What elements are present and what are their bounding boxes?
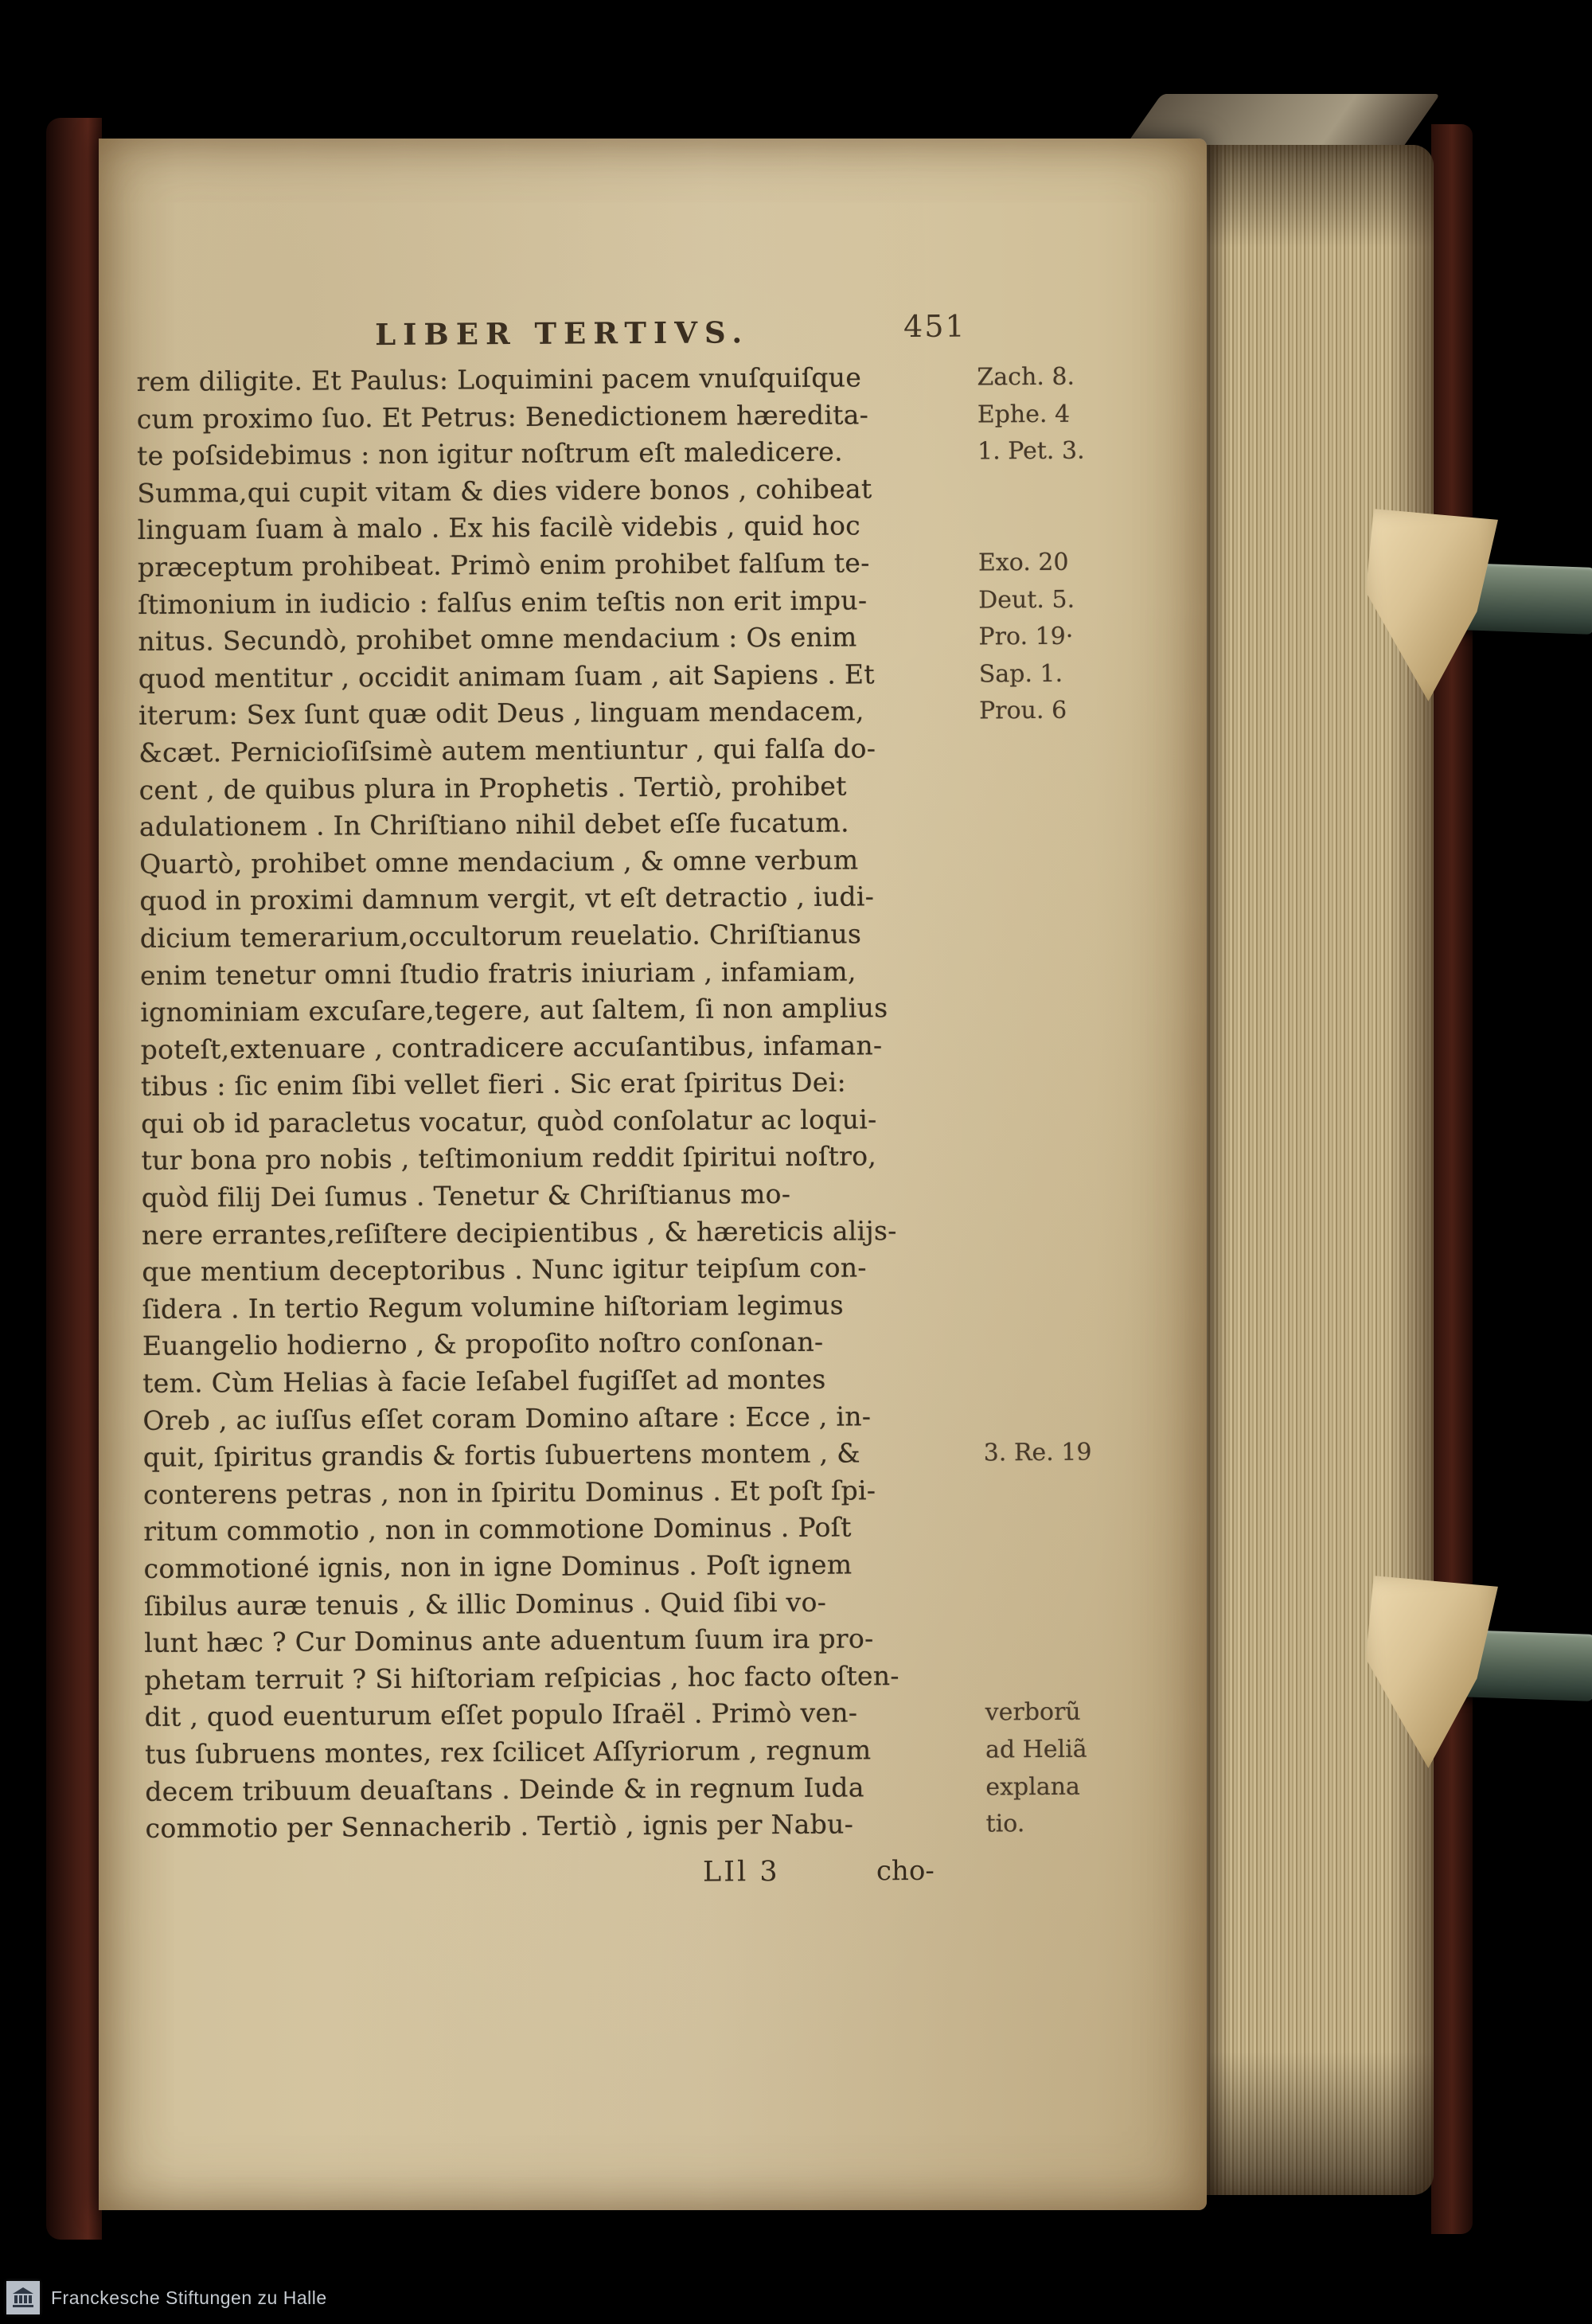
text-line [145, 1769, 1212, 1813]
text-line [138, 582, 1204, 626]
book-cover-left-edge [46, 118, 102, 2240]
text-line [141, 1027, 1208, 1071]
text-line [142, 1324, 1209, 1368]
margin-note: Exo. 20 [977, 548, 1069, 577]
line-text: rem diligite. Et Paulus: Loquimini pacem vnuſquiſque [136, 361, 862, 397]
margin-note: 3. Re. 19 [983, 1438, 1092, 1467]
book-clasp-top [1365, 484, 1592, 731]
line-text: decem tribuum deuaſtans . Deinde & in regnum Iuda [145, 1771, 864, 1807]
text-line [143, 1435, 1210, 1479]
text-line [140, 990, 1207, 1034]
line-text: ritum commotio , non in commotione Dominus . Poſt [143, 1511, 852, 1548]
text-line [142, 1398, 1209, 1442]
text-line [144, 1658, 1211, 1702]
line-text: quit, ſpiritus grandis & fortis ſubuertens montem , & [142, 1437, 860, 1474]
line-text: quod mentitur , occidit animam ſuam , ait Sapiens . Et [138, 658, 876, 694]
book-page [99, 139, 1207, 2210]
line-text: tus ſubruens montes, rex ſcilicet Aſſyriorum , regnum [144, 1734, 872, 1770]
margin-note: Deut. 5. [978, 585, 1075, 615]
margin-note: Zach. 8. [977, 362, 1075, 392]
line-text: nere errantes,reſiſtere decipientibus , & hæreticis alijs- [141, 1214, 897, 1251]
text-line [142, 1213, 1208, 1256]
line-text: Quartò, prohibet omne mendacium , & omne verbum [139, 844, 859, 880]
line-text: Euangelio hodierno , & propoſito noſtro conſonan- [142, 1326, 824, 1362]
library-logo-icon [6, 2281, 40, 2314]
text-line [139, 768, 1206, 811]
book-cover-right-edge [1431, 124, 1473, 2234]
text-line [142, 1250, 1208, 1294]
line-text: iterum: Sex ſunt quæ odit Deus , linguam mendacem, [138, 695, 864, 732]
text-line [142, 1361, 1209, 1405]
library-name: Franckesche Stiftungen zu Halle [51, 2287, 327, 2308]
page-number: 451 [903, 308, 966, 345]
text-line [139, 879, 1206, 923]
text-line [139, 657, 1205, 701]
text-line [141, 1102, 1208, 1146]
line-text: ſidera . In tertio Regum volumine hiſtoriam legimus [142, 1289, 845, 1325]
line-text: &cæt. Pernicioſiſsimè autem mentiuntur , qui falſa do- [139, 732, 876, 768]
line-text: nitus. Secundò, prohibet omne mendacium : Os enim [138, 621, 857, 658]
line-text: ſibilus auræ tenuis , & illic Dominus . Quid ſibi vo- [143, 1586, 827, 1622]
text-line [145, 1732, 1212, 1776]
book-clasp-bottom [1365, 1551, 1592, 1798]
line-text: que mentium deceptoribus . Nunc igitur teipſum con- [142, 1252, 867, 1288]
line-text: tem. Cùm Helias à facie Ieſabel fugiſſet ad montes [142, 1363, 826, 1399]
line-text: qui ob id paracletus vocatur, quòd conſolatur ac loqui- [141, 1103, 877, 1139]
margin-note: Ephe. 4 [977, 400, 1071, 429]
text-line [145, 1695, 1212, 1739]
line-text: Oreb , ac iuſſus eſſet coram Domino aſtare : Ecce , in- [142, 1400, 872, 1436]
text-line [139, 805, 1206, 849]
margin-note: Sap. 1. [978, 659, 1063, 689]
page-header [95, 308, 1203, 361]
margin-note: Pro. 19· [978, 622, 1074, 651]
text-line [143, 1510, 1210, 1553]
text-line [140, 953, 1207, 997]
line-text: enim tenetur omni ſtudio fratris iniuriam , infamiam, [139, 955, 856, 991]
signature-mark: LIl 3 [702, 1856, 780, 1888]
text-line [144, 1621, 1211, 1665]
line-text: Summa,qui cupit vitam & dies videre bonos , cohibeat [137, 473, 872, 509]
line-text: phetam terruit ? Si hiſtoriam reſpicias , hoc facto oſten- [144, 1659, 899, 1696]
library-watermark [6, 2281, 327, 2314]
line-text: commotioné ignis, non in igne Dominus . Poſt ignem [143, 1549, 853, 1584]
line-text: te poſsidebimus : non igitur noſtrum eſt maledicere. [136, 436, 843, 472]
catchword: cho- [876, 1854, 935, 1888]
margin-note: verborũ [985, 1698, 1081, 1727]
text-line [138, 508, 1204, 552]
text-line [144, 1584, 1211, 1627]
line-text: lunt hæc ? Cur Dominus ante aduentum ſuum ira pro- [144, 1623, 874, 1659]
line-text: quod in proximi damnum vergit, vt eſt detractio , iudi- [139, 881, 875, 917]
line-text: commotio per Sennacherib . Tertiò , ignis per Nabu- [145, 1808, 854, 1845]
text-line [136, 360, 1203, 404]
book-fore-edge-pages [1204, 145, 1434, 2195]
text-line [139, 842, 1206, 885]
text-line [137, 434, 1204, 478]
line-text: adulationem . In Chriſtiano nihil debet eſſe fucatum. [139, 807, 849, 843]
text-line [142, 1287, 1208, 1331]
page-content [94, 135, 1215, 2213]
line-text: ſtimonium in iudicio : falſus enim teſtis non erit impu- [138, 584, 868, 620]
text-line [141, 1139, 1208, 1182]
margin-note: Prou. 6 [978, 697, 1067, 725]
text-line [138, 545, 1204, 589]
margin-note: 1. Pet. 3. [977, 436, 1085, 466]
line-text: poteſt,extenuare , contradicere accuſantibus, infaman- [140, 1029, 883, 1065]
line-text: dit , quod euenturum eſſet populo Iſraël . Primò ven- [144, 1697, 858, 1733]
text-line [141, 1064, 1208, 1108]
line-text: cent , de quibus plura in Prophetis . Tertiò, prohibet [139, 770, 847, 806]
margin-note: ad Heliã [985, 1735, 1087, 1764]
line-text: linguam ſuam à malo . Ex his facilè videbis , quid hoc [137, 510, 861, 546]
margin-note: explana [985, 1772, 1080, 1802]
page-footer [146, 1853, 1165, 1900]
line-text: cum proximo ſuo. Et Petrus: Benedictionem hæredita- [136, 398, 869, 435]
line-text: ignominiam excuſare,tegere, aut ſaltem, ſi non amplius [140, 992, 888, 1029]
text-block [136, 360, 1212, 1850]
text-line [145, 1806, 1212, 1850]
text-line [143, 1547, 1210, 1591]
text-line [137, 471, 1204, 515]
text-line [138, 619, 1204, 663]
margin-note: tio. [985, 1810, 1025, 1838]
text-line [137, 396, 1204, 440]
line-text: conterens petras , non in ſpiritu Dominus . Et poſt ſpi- [142, 1474, 876, 1510]
line-text: præceptum prohibeat. Primò enim prohibet falſum te- [137, 547, 870, 583]
text-line [143, 1473, 1210, 1517]
line-text: dicium temerarium,occultorum reuelatio. Chriſtianus [139, 918, 862, 954]
line-text: quòd filij Dei ſumus . Tenetur & Chriſtianus mo- [141, 1178, 791, 1213]
text-line [140, 916, 1207, 960]
running-title: LIBER TERTIVS. [375, 314, 750, 353]
text-line [139, 731, 1205, 775]
text-line [139, 693, 1205, 737]
line-text: tur bona pro nobis , teſtimonium reddit ſpiritui noſtro, [141, 1140, 877, 1177]
text-line [142, 1176, 1208, 1220]
line-text: tibus : ſic enim ſibi vellet fieri . Sic erat ſpiritus Dei: [140, 1066, 847, 1103]
